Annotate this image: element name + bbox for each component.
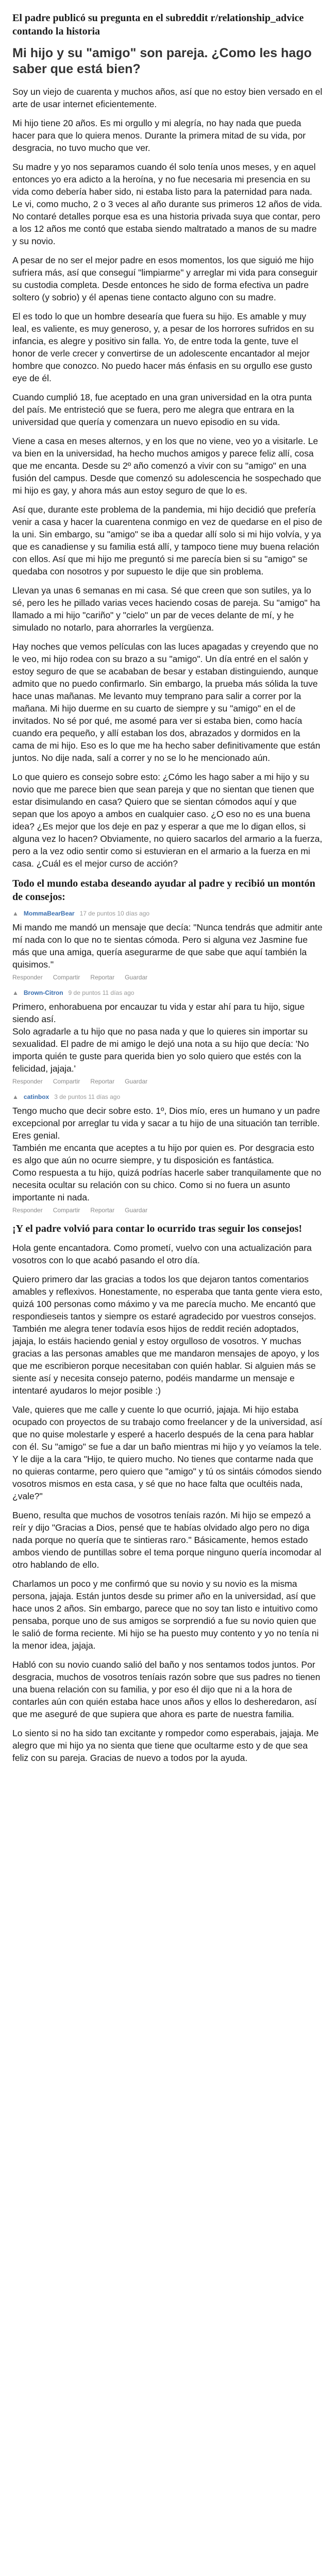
post-title: Mi hijo y su "amigo" son pareja. ¿Como les hago saber que está bien? [12, 46, 312, 76]
post-body [12, 86, 323, 870]
section-title: El padre publicó su pregunta en el subreddit r/relationship_advice contando la historia [12, 12, 304, 37]
upvote-icon[interactable]: ▲ [12, 989, 19, 996]
update-body [12, 1242, 323, 1764]
comment [12, 989, 323, 1085]
save-button[interactable]: Guardar [125, 1078, 148, 1085]
comment-username[interactable]: MommaBearBear [23, 910, 75, 917]
comment-username[interactable]: catinbox [23, 1093, 49, 1100]
comment-text: Tengo mucho que decir sobre esto. 1º, Dios mío, eres un humano y un padre excepcional por arreglar tu vida y sacar a tu hijo de una situación tan terrible. Eres genial. También me encanta que aceptes a tu hijo por quien es. Por desgracia esto es algo que aún no ocurre siempre, y tu disposición es fantástica. Como respuesta a tu hijo, quizá podrías hacerle saber tranquilamente que no necesita ocultar su relación con su chico. Como si no fuera un asunto importante ni nada. [12, 1106, 322, 1202]
reply-button[interactable]: Responder [12, 974, 43, 981]
post-paragraph: Viene a casa en meses alternos, y en los que no viene, veo yo a visitarle. Le va bien en la universidad, ha hecho muchos amigos y parece feliz allí, cosa que me encanta. Desde su 2º año comenzó a vivir con su "amigo" en una fusión del campus. Desde que comenzó su adolescencia he sospechado que mi hijo es gay, y ahora más aun estoy seguro de que lo es. [12, 436, 322, 496]
share-button[interactable]: Compartir [53, 974, 80, 981]
comment-header [12, 1093, 323, 1100]
reply-button[interactable]: Responder [12, 1207, 43, 1214]
post-paragraph: Así que, durante este problema de la pandemia, mi hijo decidió que prefería venir a casa y hacer la cuarentena conmigo en vez de quedarse en el piso de la uni. Sin embargo, su "amigo" se iba a quedar allí solo si mi hijo volvía, y ya que es canadiense y su familia está allí, y tampoco tiene muy buena relación con ellos. Así que mi hijo me preguntó si me parecía bien si su "amigo" se quedaba con nosotros y por supuesto le dije que sin problema. [12, 504, 323, 577]
post-paragraph: Soy un viejo de cuarenta y muchos años, así que no estoy bien versado en el arte de usar internet eficientemente. [12, 87, 323, 109]
save-button[interactable]: Guardar [125, 1207, 148, 1214]
post-paragraph: Cuando cumplió 18, fue aceptado en una gran universidad en la otra punta del país. Me entristeció que se fuera, pero me alegra que entrara en la universidad que quería y comenzara un nuevo episodio en su vida. [12, 392, 312, 427]
comment-header [12, 910, 323, 917]
comment-text: Mi mando me mandó un mensaje que decía: "Nunca tendrás que admitir ante mí nada con lo que no te sientas cómoda. Pero si alguna vez Jasmine fue más que una amiga, quería asegurarme de que sabe que aquí también la quisimos." [12, 922, 323, 970]
update-paragraph: Vale, quieres que me calle y cuente lo que ocurrió, jajaja. Mi hijo estaba ocupado con proyectos de su trabajo como freelancer y de la universidad, así que no quise molestarle y esperé a hacerlo después de la cena para hablar con él. Su "amigo" se fue a dar un baño mientras mi hijo y yo veíamos la tele. Y le dije a la cara "Hijo, te quiero mucho. No tienes que contarme nada que no quieras contarme, pero quiero que "amigo" y tú os sintáis cómodos siendo vosotros mismos en esta casa, y sé que no hace falta que ocultéis nada, ¿vale?" [12, 1404, 323, 1501]
update-paragraph: Quiero primero dar las gracias a todos los que dejaron tantos comentarios amables y reflexivos. Honestamente, no esperaba que tanta gente viera esto, quizá 100 personas como máximo y va me parecía mucho. Me encantó que respondieseis tantos y siempre os estaré agradecido por vuestros consejos. También me alegra tener todavía esos hijos de reddit recién adoptados, jajaja, lo estáis haciendo genial y estoy orgulloso de vosotros. Y muchas gracias a las personas amables que me mandaron mensajes de apoyo, y los que me escribieron porque necesitaban con quién hablar. Si alguien más se siente así y necesita consejo paterno, podéis mandarme un mensaje e intentaré ayudaros lo mejor posible :) [12, 1274, 323, 1396]
section-title: ¡Y el padre volvió para contar lo ocurrido tras seguir los consejos! [12, 1223, 302, 1234]
comment-meta: 17 de puntos 10 días ago [79, 910, 150, 917]
update-paragraph: Lo siento si no ha sido tan excitante y rompedor como esperabais, jajaja. Me alegro que mi hijo ya no sienta que tiene que ocultarme esto y de que sea feliz con su pareja. Gracias de nuevo a todos por la ayuda. [12, 1728, 319, 1763]
post-paragraph: Su madre y yo nos separamos cuando él solo tenía unos meses, y en aquel entonces yo era adicto a la heroína, y no fue necesaria mi presencia en su vida como debería haber sido, ni estaba listo para la paternidad para nada. Le vi, como mucho, 2 o 3 veces al año durante sus primeros 12 años de vida. No contaré detalles porque esa es una historia privada suya que contar, pero a los 12 años me contó que estaba siendo maltratado a manos de su madre y su novio. [12, 162, 323, 246]
comment [12, 910, 323, 981]
post-paragraph: El es todo lo que un hombre desearía que fuera su hijo. Es amable y muy leal, es valiente, es muy generoso, y, a pesar de los horrores sufridos en su infancia, es alegre y positivo sin falla. Yo, de entre toda la gente, tuve el honor de verle crecer y convertirse de un adolescente encantador al mejor hombre que conozco. No puedo hacer más énfasis en su orgullo ese gusto eye de él. [12, 311, 314, 383]
save-button[interactable]: Guardar [125, 974, 148, 981]
comment [12, 1093, 323, 1214]
update-paragraph: Charlamos un poco y me confirmó que su novio y su novio es la misma persona, jajaja. Están juntos desde su primer año en la universidad, así que hace unos 2 años. Sin embargo, parece que no soy tan listo e intuitivo como pensaba, porque uno de sus amigos se sorprendió a fue su novio quien que le salió de forma reciente. Mi hijo se ha puesto muy contento y yo no tenía ni la menor idea, jajaja. [12, 1579, 319, 1651]
share-button[interactable]: Compartir [53, 1207, 80, 1214]
post-paragraph: Hay noches que vemos películas con las luces apagadas y creyendo que no le veo, mi hijo rodea con su brazo a su "amigo". Un día entré en el salón y estoy seguro de que se acababan de besar y estaban distinguiendo, aunque admito que no puedo confirmarlo. Sin embargo, la prueba más sólida la tuve hace unas mañanas. Me levanto muy temprano para salir a correr por la mañana. Mi hijo duerme en su cuarto de siempre y su "amigo" en el de invitados. No sé por qué, me asomé para ver si estaba bien, como hacía cuando era pequeño, y allí estaban los dos, abrazados y dormidos en la cama de mi hijo. Eso es lo que me ha hecho saber definitivamente que están juntos. No dije nada, salí a correr y no se lo he mencionado aún. [12, 641, 321, 763]
update-paragraph: Habló con su novio cuando salió del baño y nos sentamos todos juntos. Por desgracia, muchos de vosotros teníais razón sobre que sus padres no tienen una buena relación con su familia, y por eso él dijo que ni a la hora de contarles aún con quién estaba hace unos años y ellos lo desheredaron, así que me aseguré de que supiera que ahora es parte de nuestra familia. [12, 1659, 321, 1719]
report-button[interactable]: Reportar [90, 1207, 115, 1214]
comment-actions [12, 1207, 323, 1214]
comment-actions [12, 1078, 323, 1085]
comment-header [12, 989, 323, 996]
post-paragraph: Llevan ya unas 6 semanas en mi casa. Sé que creen que son sutiles, ya lo sé, pero les he pillado varias veces haciendo cosas de pareja. Su "amigo" ha llamado a mi hijo "cariño" y "cielo" un par de veces delante de mí, y he simulado no notarlo, para ahorrarles la vergüenza. [12, 585, 321, 633]
post-paragraph: A pesar de no ser el mejor padre en esos momentos, los que siguió me hijo sufriera más, así que conseguí "limpiarme" y arreglar mi vida para conseguir su custodia completa. Desde entonces he sido de forma efectiva un padre soltero (y sobrio) y él apenas tiene contacto alguno con su madre. [12, 255, 318, 302]
post-paragraph: Lo que quiero es consejo sobre esto: ¿Cómo les hago saber a mi hijo y su novio que me parece bien que sean pareja y que no sientan que tienen que estar disimulando en casa? Quiero que se sientan cómodos aquí y que sepan que los apoyo a ambos en cualquier caso. ¿O eso no es una buena idea? ¿Es mejor que los deje en paz y esperar a que me lo digan ellos, si alguna vez lo hacen? Obviamente, no quiero sacarlos del armario a la fuerza, pero a la vez odio sentir como si estuvieran en el armario a la fuerza en mi casa. ¿Cuál es el mejor curso de acción? [12, 772, 323, 869]
report-button[interactable]: Reportar [90, 974, 115, 981]
share-button[interactable]: Compartir [53, 1078, 80, 1085]
post-paragraph: Mi hijo tiene 20 años. Es mi orgullo y mi alegría, no hay nada que pueda hacer para que lo quiera menos. Durante la primera mitad de su vida, por desgracia, no tuvo mucho que ver. [12, 118, 306, 153]
section-title: Todo el mundo estaba deseando ayudar al padre y recibió un montón de consejos: [12, 878, 315, 903]
upvote-icon[interactable]: ▲ [12, 1093, 19, 1100]
upvote-icon[interactable]: ▲ [12, 910, 19, 917]
update-paragraph: Hola gente encantadora. Como prometí, vuelvo con una actualización para vosotros con lo que acabó pasando el otro día. [12, 1243, 312, 1265]
comment-username[interactable]: Brown-Citron [23, 989, 63, 996]
report-button[interactable]: Reportar [90, 1078, 115, 1085]
comment-meta: 3 de puntos 11 días ago [54, 1093, 121, 1100]
comment-meta: 9 de puntos 11 días ago [68, 989, 135, 996]
reply-button[interactable]: Responder [12, 1078, 43, 1085]
comment-actions [12, 974, 323, 981]
update-paragraph: Bueno, resulta que muchos de vosotros teníais razón. Mi hijo se empezó a reír y dijo "Gracias a Dios, pensé que te habías olvidado algo pero no diga nada porque no quería que te sintieras raro." Básicamente, hemos estado ambos viendo de puntillas sobre el tema porque ninguno quería incomodar al otro hablando de ello. [12, 1510, 322, 1570]
comment-text: Primero, enhorabuena por encauzar tu vida y estar ahí para tu hijo, sigue siendo así. Solo agradarle a tu hijo que no pasa nada y que lo quieres sin importar su sexualidad. El padre de mi amigo le dejó una nota a su hijo que decía: 'No importa quién te guste para querida bien yo solo quiero que estés con la felicidad, jajaja.' [12, 1002, 309, 1074]
